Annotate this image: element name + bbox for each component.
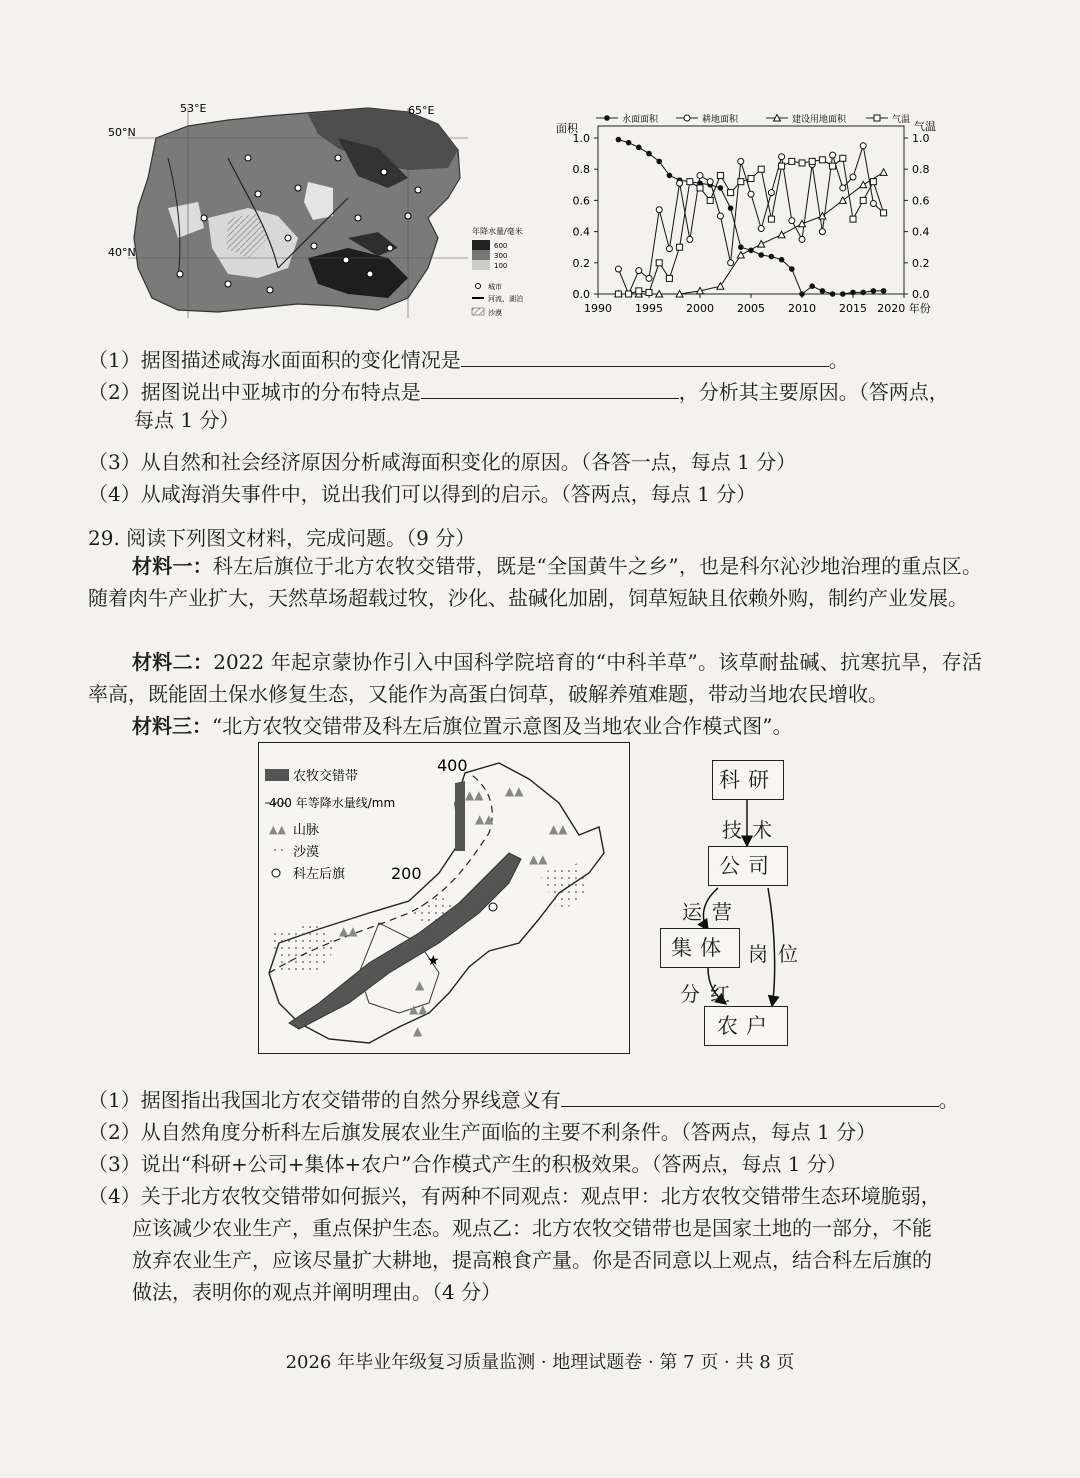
x-tick-label: 2020 年份 (877, 302, 931, 315)
data-point (677, 180, 683, 186)
data-point (809, 158, 815, 164)
material-3-label: 材料三： (132, 714, 212, 738)
data-point (728, 190, 734, 196)
lon-label-right: 65°E (408, 104, 435, 117)
svg-text:山脉: 山脉 (293, 823, 320, 838)
material-3-text: “北方农牧交错带及科左后旗位置示意图及当地农业合作模式图”。 (212, 714, 793, 738)
answer-blank[interactable] (561, 1086, 939, 1107)
data-point (779, 257, 785, 263)
data-point (880, 169, 887, 176)
data-point (646, 289, 652, 295)
cooperation-flowchart (650, 752, 840, 1052)
data-point (748, 176, 754, 182)
data-point (860, 290, 866, 296)
data-point (604, 115, 610, 121)
lat-label-bottom: 40°N (108, 246, 136, 259)
svg-text:▲▲: ▲▲ (529, 852, 548, 866)
y-tick-label: 1.0 (572, 132, 590, 145)
answer-blank[interactable] (461, 346, 829, 367)
north-china-map (258, 742, 630, 1054)
data-point (616, 137, 622, 143)
y2-tick-label: 0.6 (912, 194, 930, 208)
x-tick-label: 2005 (737, 302, 765, 315)
data-point (636, 145, 642, 151)
svg-text:农牧交错带: 农牧交错带 (293, 769, 359, 784)
data-point (830, 163, 836, 169)
data-point (874, 115, 880, 121)
svg-text:300: 300 (494, 252, 508, 260)
data-point (799, 160, 805, 166)
legend-label: 耕地面积 (702, 115, 739, 125)
y-tick-label: 0.0 (572, 288, 590, 301)
data-point (768, 216, 774, 222)
svg-text:▲▲: ▲▲ (549, 822, 568, 836)
data-point (738, 244, 744, 250)
legend-label: 建设用地面积 (792, 115, 847, 125)
svg-text:沙漠: 沙漠 (488, 309, 502, 317)
data-point (728, 205, 734, 211)
q29-2: （2）从自然角度分析科左后旗发展农业生产面临的主要不利条件。（答两点，每点 1 分） (88, 1120, 877, 1144)
map2-legend (265, 768, 395, 882)
y-tick-label: 0.8 (572, 163, 590, 177)
aral-sea-chart (552, 108, 982, 334)
tech-label: 技术 (722, 818, 782, 842)
data-point (809, 283, 815, 289)
material-1-text: 科左后旗位于北方农牧交错带，既是“全国黄牛之乡”，也是科尔沁沙地治理的重点区。随着肉牛产业扩大，天然草场超载过牧，沙化、盐碱化加剧，饲草短缺且依赖外购，制约产业发展。 (88, 554, 983, 610)
material-2 (88, 646, 982, 710)
y2-tick-label: 0.2 (912, 256, 930, 270)
q29-4-line1: （4）关于北方农牧交错带如何振兴，有两种不同观点：观点甲：北方农牧交错带生态环境脆弱， (88, 1184, 941, 1208)
right-axis-title: 气温 (914, 120, 936, 133)
svg-text:▲▲: ▲▲ (465, 788, 484, 802)
y2-tick-label: 0.8 (912, 163, 930, 177)
data-point (737, 252, 744, 259)
position-label: 岗位 (748, 942, 808, 966)
svg-text:▲▲: ▲▲ (339, 924, 358, 938)
q29-1: （1）据图指出我国北方农交错带的自然分界线意义有 。 (88, 1088, 959, 1112)
answer-blank[interactable] (421, 378, 679, 399)
data-point (717, 172, 723, 178)
data-point (718, 185, 724, 191)
data-point (881, 210, 887, 216)
q29-4-line3: 放弃农业生产，应该尽量扩大耕地，提高粮食产量。你是否同意以上观点，结合科左后旗的 (132, 1248, 932, 1272)
svg-text:▲: ▲ (413, 1024, 423, 1038)
data-point (850, 216, 856, 222)
x-tick-label: 2010 (788, 302, 816, 315)
dividend-label: 分红 (680, 982, 740, 1006)
data-point (758, 166, 764, 172)
y-tick-label: 0.6 (572, 194, 590, 208)
data-point (779, 163, 785, 169)
isohyet-400-label: 400 (437, 756, 468, 775)
material-3 (88, 710, 982, 742)
y2-tick-label: 1.0 (912, 132, 930, 145)
q28-2-text-b: ，分析其主要原因。（答两点， (678, 380, 949, 404)
data-point (799, 236, 805, 242)
data-point (707, 179, 713, 185)
data-point (626, 291, 632, 297)
svg-text:河流、湖泊: 河流、湖泊 (488, 295, 523, 303)
svg-text:年降水量/毫米: 年降水量/毫米 (472, 227, 523, 236)
svg-text:沙漠: 沙漠 (293, 845, 320, 860)
central-asia-map (108, 98, 548, 320)
data-point (870, 201, 876, 207)
svg-text:600: 600 (494, 242, 508, 250)
data-point (830, 152, 836, 158)
data-point (819, 229, 825, 235)
material-2-label: 材料二： (132, 650, 214, 674)
data-point (717, 213, 723, 219)
data-point (697, 185, 703, 191)
research-box: 科研 (712, 760, 784, 800)
svg-text:▲▲: ▲▲ (409, 1002, 428, 1016)
q28-2 (88, 378, 949, 406)
kezuo-houqi-marker (489, 903, 497, 911)
data-point (850, 174, 856, 180)
data-point (758, 241, 765, 248)
data-point (839, 197, 846, 204)
svg-text:400 年等降水量线/mm: 400 年等降水量线/mm (269, 796, 396, 810)
svg-text:▲▲: ▲▲ (269, 823, 286, 836)
data-point (738, 179, 744, 185)
data-point (656, 207, 662, 213)
data-point (860, 197, 866, 203)
data-point (666, 246, 672, 252)
data-point (717, 283, 724, 290)
data-point (820, 288, 826, 294)
svg-text:▲: ▲ (415, 978, 425, 992)
data-point (769, 254, 775, 260)
data-point (748, 191, 754, 197)
legend-label: 气温 (892, 115, 911, 125)
data-point (646, 275, 652, 281)
data-point (758, 225, 764, 231)
left-axis-title: 面积 (556, 122, 578, 135)
capital-star: ★ (427, 953, 440, 969)
q29-3: （3）说出“科研+公司+集体+农户”合作模式产生的积极效果。（答两点，每点 1 分） (88, 1152, 847, 1176)
q29-4-line4: 做法，表明你的观点并阐明理由。（4 分） (132, 1280, 502, 1304)
data-point (860, 181, 867, 188)
data-point (840, 291, 846, 297)
page-footer: 2026 年毕业年级复习质量监测 · 地理试题卷 · 第 7 页 · 共 8 页 (285, 1352, 795, 1373)
data-point (840, 185, 846, 191)
q29-4-line2: 应该减少农业生产，重点保护生态。观点乙：北方农牧交错带也是国家土地的一部分，不能 (132, 1216, 932, 1240)
data-point (615, 266, 621, 272)
series-line (618, 146, 883, 294)
data-point (870, 179, 876, 185)
y-tick-label: 0.2 (572, 256, 590, 270)
data-point (626, 140, 632, 146)
data-point (871, 288, 877, 294)
operate-label: 运营 (682, 900, 742, 924)
data-point (646, 151, 652, 157)
material-1-label: 材料一： (132, 554, 213, 578)
lon-label-left: 53°E (180, 102, 207, 115)
data-point (656, 159, 662, 165)
x-tick-label: 2000 (686, 302, 714, 315)
lat-label-top: 50°N (108, 126, 136, 139)
material-2-text: 2022 年起京蒙协作引入中国科学院培育的“中科羊草”。该草耐盐碱、抗寒抗旱，存活率高，既能固土保水修复生态，又能作为高蛋白饲草，破解养殖难题，带动当地农民增收。 (88, 650, 982, 706)
svg-text:▲▲: ▲▲ (475, 812, 494, 826)
x-tick-label: 2015 (839, 302, 867, 315)
data-point (840, 155, 846, 161)
data-point (758, 252, 764, 258)
company-box: 公司 (708, 846, 788, 886)
q28-2-c: 每点 1 分） (134, 408, 240, 432)
material-1 (88, 550, 982, 614)
data-point (779, 154, 785, 160)
data-point (684, 115, 690, 121)
q28-2-text: （2）据图说出中亚城市的分布特点是 (88, 380, 421, 404)
data-point (850, 290, 856, 296)
data-point (636, 268, 642, 274)
q28-3: （3）从自然和社会经济原因分析咸海面积变化的原因。（各答一点，每点 1 分） (88, 450, 797, 474)
data-point (819, 157, 825, 163)
x-tick-label: 1995 (635, 302, 663, 315)
data-point (666, 275, 672, 281)
data-point (799, 291, 805, 297)
svg-text:▲▲: ▲▲ (505, 784, 524, 798)
isohyet-200-label: 200 (391, 864, 422, 883)
data-point (697, 172, 703, 178)
data-point (789, 158, 795, 164)
q28-1-text: （1）据图描述咸海水面面积的变化情况是 (88, 348, 461, 372)
svg-text:科左后旗: 科左后旗 (293, 867, 346, 882)
x-tick-label: 1990 (584, 302, 612, 315)
data-point (677, 244, 683, 250)
data-point (687, 236, 693, 242)
q28-4: （4）从咸海消失事件中，说出我们可以得到的启示。（答两点，每点 1 分） (88, 482, 757, 506)
data-point (656, 260, 662, 266)
map-legend (472, 226, 523, 317)
chart-series (615, 137, 887, 297)
data-point (881, 288, 887, 294)
farmer-box: 农户 (704, 1006, 788, 1046)
data-point (707, 197, 713, 203)
y2-tick-label: 0.0 (912, 288, 930, 301)
data-point (728, 260, 734, 266)
svg-text:城市: 城市 (488, 283, 502, 291)
data-point (860, 143, 866, 149)
data-point (830, 291, 836, 297)
data-point (615, 291, 621, 297)
data-point (738, 158, 744, 164)
y-tick-label: 0.4 (572, 225, 590, 239)
data-point (636, 288, 642, 294)
chart-labels (556, 113, 936, 315)
legend-label: 水面面积 (622, 115, 659, 125)
q28-1 (88, 346, 849, 374)
data-point (789, 218, 795, 224)
period: 。 (828, 348, 849, 372)
collective-box: 集体 (660, 928, 740, 968)
q29-header: 29. 阅读下列图文材料，完成问题。（9 分） (88, 526, 476, 550)
y2-tick-label: 0.4 (912, 225, 930, 239)
data-point (667, 173, 673, 179)
data-point (687, 179, 693, 185)
data-point (778, 231, 785, 238)
data-point (789, 266, 795, 272)
svg-text:100: 100 (494, 262, 508, 270)
data-point (768, 190, 774, 196)
